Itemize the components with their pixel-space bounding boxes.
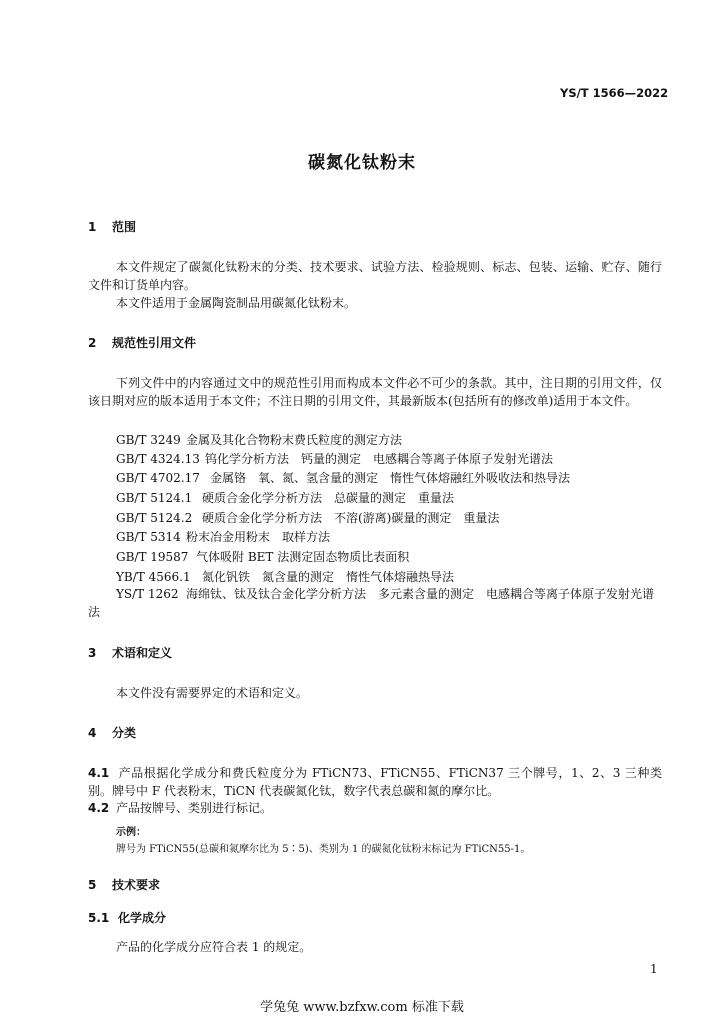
example-label: 示例：	[116, 827, 146, 838]
clause-4-2-number: 4.2	[88, 801, 110, 815]
clause-5-1-title: 化学成分	[118, 911, 167, 925]
section-2-paragraph-1: 下列文件中的内容通过文中的规范性引用而构成本文件必不可少的条款。其中，注日期的引用文件，仅该日期对应的版本适用于本文件；不注日期的引用文件，其最新版本(包括所有的修改单)适用于本文件。	[88, 376, 662, 408]
reference-item: GB/T 4324.13 钨化学分析方法 钙量的测定 电感耦合等离子体原子发射光谱法	[116, 452, 554, 466]
reference-item: YB/T 4566.1 氮化钒铁 氮含量的测定 惰性气体熔融热导法	[116, 570, 455, 584]
section-1-title: 范围	[112, 220, 137, 234]
reference-item: GB/T 19587 气体吸附 BET 法测定固态物质比表面积	[116, 550, 410, 564]
section-1-paragraph-1: 本文件规定了碳氮化钛粉末的分类、技术要求、试验方法、检验规则、标志、包装、运输、贮存、随行文件和订货单内容。	[88, 260, 662, 292]
reference-item: GB/T 5314 粉末冶金用粉末 取样方法	[116, 530, 331, 544]
section-4-heading	[88, 724, 136, 741]
example-text: 牌号为 FTiCN55(总碳和氮摩尔比为 5∶5)、类别为 1 的碳氮化钛粉末标记为 FTiCN55-1。	[116, 844, 531, 855]
standard-number: YS/T 1566—2022	[560, 86, 669, 100]
section-3-title: 术语和定义	[112, 646, 173, 660]
section-5-number: 5	[88, 878, 97, 892]
section-2-heading	[88, 334, 196, 351]
section-1-number: 1	[88, 220, 97, 234]
reference-item: GB/T 4702.17 金属铬 氧、氮、氢含量的测定 惰性气体熔融红外吸收法和热导法	[116, 471, 571, 485]
clause-4-2	[88, 799, 272, 817]
reference-item: GB/T 3249 金属及其化合物粉末费氏粒度的测定方法	[116, 433, 403, 447]
section-3-paragraph-1: 本文件没有需要界定的术语和定义。	[116, 686, 309, 700]
clause-4-2-text: 产品按牌号、类别进行标记。	[116, 801, 273, 815]
section-3-heading	[88, 644, 172, 661]
section-2-number: 2	[88, 336, 97, 350]
reference-item: YS/T 1262 海绵钛、钛及钛合金化学分析方法 多元素含量的测定 电感耦合等离子体原子发射光谱法	[88, 587, 655, 619]
section-4-title: 分类	[112, 726, 137, 740]
section-3-number: 3	[88, 646, 97, 660]
section-5-paragraph-1: 产品的化学成分应符合表 1 的规定。	[116, 940, 312, 954]
document-title: 碳氮化钛粉末	[308, 153, 416, 173]
clause-4-1	[88, 764, 662, 800]
footer-watermark: 学兔兔 www.bzfxw.com 标准下载	[260, 1000, 464, 1015]
section-5-heading	[88, 876, 160, 893]
section-2-title: 规范性引用文件	[112, 336, 197, 350]
clause-5-1-heading	[88, 909, 166, 926]
reference-item: GB/T 5124.1 硬质合金化学分析方法 总碳量的测定 重量法	[116, 491, 455, 505]
section-4-number: 4	[88, 726, 97, 740]
reference-item: GB/T 5124.2 硬质合金化学分析方法 不溶(游离)碳量的测定 重量法	[116, 511, 500, 525]
clause-4-1-number: 4.1	[88, 766, 110, 780]
section-5-title: 技术要求	[112, 878, 161, 892]
section-1-paragraph-2: 本文件适用于金属陶瓷制品用碳氮化钛粉末。	[116, 296, 357, 310]
section-1-heading	[88, 218, 136, 235]
clause-5-1-number: 5.1	[88, 911, 110, 925]
clause-4-1-text: 产品根据化学成分和费氏粒度分为 FTiCN73、FTiCN55、FTiCN37 三个牌号，1、2、3 三种类别。牌号中 F 代表粉末，TiCN 代表碳氮化钛，数字代表总碳和氮的摩尔比。	[88, 766, 662, 798]
page-number: 1	[650, 962, 658, 976]
